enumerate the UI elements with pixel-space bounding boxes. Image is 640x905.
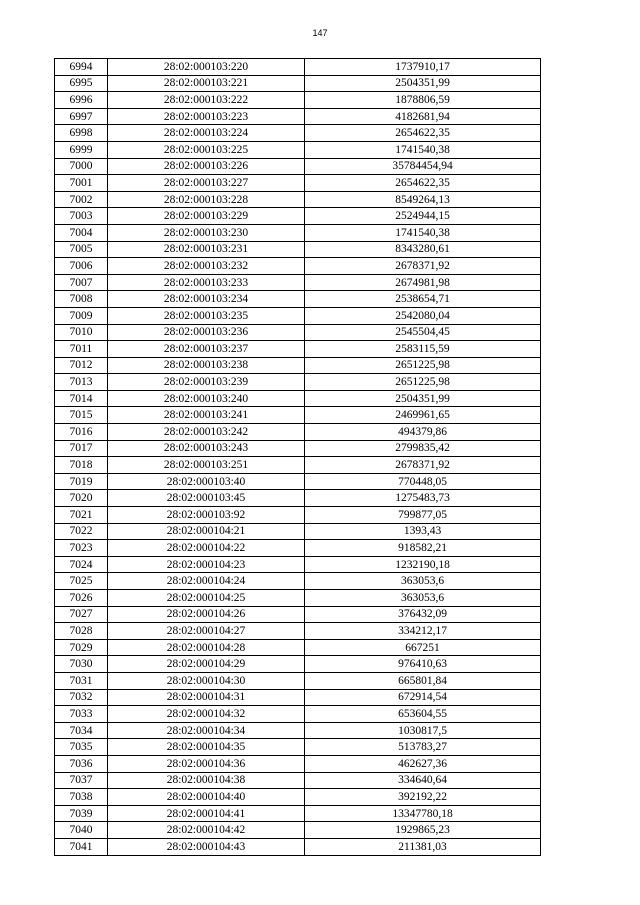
- cadastral-number-cell: 28:02:000104:23: [108, 556, 305, 573]
- cadastral-number-cell: 28:02:000103:239: [108, 374, 305, 391]
- cadastral-number-cell: 28:02:000104:27: [108, 623, 305, 640]
- cadastral-value-cell: 2678371,92: [305, 457, 541, 474]
- table-row: [55, 108, 541, 125]
- cadastral-value-cell: 376432,09: [305, 606, 541, 623]
- cadastral-value-cell: 976410,63: [305, 656, 541, 673]
- table-row: [55, 374, 541, 391]
- cadastral-value-cell: 672914,54: [305, 689, 541, 706]
- cadastral-value-cell: 653604,55: [305, 706, 541, 723]
- table-row: [55, 59, 541, 76]
- cadastral-value-cell: 2799835,42: [305, 440, 541, 457]
- cadastral-value-cell: 462627,36: [305, 755, 541, 772]
- table-row: [55, 573, 541, 590]
- cadastral-value-cell: 334212,17: [305, 623, 541, 640]
- cadastral-number-cell: 28:02:000103:229: [108, 208, 305, 225]
- row-number-cell: 7014: [55, 390, 108, 407]
- cadastral-value-cell: 1275483,73: [305, 490, 541, 507]
- page-number: 147: [312, 28, 328, 38]
- table-row: [55, 838, 541, 855]
- table-row: [55, 224, 541, 241]
- table-body: [55, 59, 541, 856]
- cadastral-number-cell: 28:02:000103:225: [108, 141, 305, 158]
- cadastral-value-cell: 13347780,18: [305, 805, 541, 822]
- cadastral-value-cell: 2504351,99: [305, 390, 541, 407]
- cadastral-value-cell: 2469961,65: [305, 407, 541, 424]
- cadastral-value-cell: 2583115,59: [305, 341, 541, 358]
- cadastral-number-cell: 28:02:000104:30: [108, 672, 305, 689]
- cadastral-number-cell: 28:02:000104:22: [108, 540, 305, 557]
- cadastral-value-cell: 799877,05: [305, 507, 541, 524]
- cadastral-value-cell: 770448,05: [305, 473, 541, 490]
- row-number-cell: 7002: [55, 191, 108, 208]
- table-row: [55, 324, 541, 341]
- table-row: [55, 672, 541, 689]
- table-row: [55, 407, 541, 424]
- row-number-cell: 7003: [55, 208, 108, 225]
- cadastral-value-cell: 2654622,35: [305, 125, 541, 142]
- table-row: [55, 540, 541, 557]
- table-row: [55, 822, 541, 839]
- table-row: [55, 789, 541, 806]
- table-row: [55, 258, 541, 275]
- cadastral-number-cell: 28:02:000103:224: [108, 125, 305, 142]
- table-row: [55, 440, 541, 457]
- cadastral-number-cell: 28:02:000104:24: [108, 573, 305, 590]
- row-number-cell: 7011: [55, 341, 108, 358]
- row-number-cell: 7022: [55, 523, 108, 540]
- cadastral-value-cell: 363053,6: [305, 573, 541, 590]
- row-number-cell: 7040: [55, 822, 108, 839]
- cadastral-number-cell: 28:02:000103:230: [108, 224, 305, 241]
- cadastral-number-cell: 28:02:000104:34: [108, 722, 305, 739]
- table-row: [55, 390, 541, 407]
- cadastral-number-cell: 28:02:000103:235: [108, 307, 305, 324]
- table-row: [55, 341, 541, 358]
- table-row: [55, 722, 541, 739]
- cadastral-value-cell: 392192,22: [305, 789, 541, 806]
- table-row: [55, 158, 541, 175]
- row-number-cell: 7004: [55, 224, 108, 241]
- table-row: [55, 141, 541, 158]
- cadastral-number-cell: 28:02:000103:236: [108, 324, 305, 341]
- cadastral-value-cell: 918582,21: [305, 540, 541, 557]
- cadastral-number-cell: 28:02:000103:234: [108, 291, 305, 308]
- row-number-cell: 7034: [55, 722, 108, 739]
- cadastral-number-cell: 28:02:000103:40: [108, 473, 305, 490]
- table-row: [55, 805, 541, 822]
- row-number-cell: 7038: [55, 789, 108, 806]
- table-row: [55, 772, 541, 789]
- cadastral-value-cell: 8549264,13: [305, 191, 541, 208]
- cadastral-number-cell: 28:02:000103:240: [108, 390, 305, 407]
- table-row: [55, 125, 541, 142]
- table-row: [55, 191, 541, 208]
- cadastral-value-cell: 2654622,35: [305, 175, 541, 192]
- cadastral-number-cell: 28:02:000104:36: [108, 755, 305, 772]
- table-row: [55, 241, 541, 258]
- cadastral-value-cell: 35784454,94: [305, 158, 541, 175]
- cadastral-number-cell: 28:02:000104:31: [108, 689, 305, 706]
- cadastral-number-cell: 28:02:000104:43: [108, 838, 305, 855]
- row-number-cell: 6998: [55, 125, 108, 142]
- row-number-cell: 7008: [55, 291, 108, 308]
- cadastral-value-cell: 1878806,59: [305, 92, 541, 109]
- row-number-cell: 7017: [55, 440, 108, 457]
- row-number-cell: 7028: [55, 623, 108, 640]
- cadastral-value-cell: 667251: [305, 639, 541, 656]
- row-number-cell: 7006: [55, 258, 108, 275]
- table-row: [55, 689, 541, 706]
- row-number-cell: 6997: [55, 108, 108, 125]
- cadastral-value-cell: 1929865,23: [305, 822, 541, 839]
- table-row: [55, 606, 541, 623]
- row-number-cell: 7000: [55, 158, 108, 175]
- row-number-cell: 7036: [55, 755, 108, 772]
- row-number-cell: 7007: [55, 274, 108, 291]
- cadastral-value-cell: 1030817,5: [305, 722, 541, 739]
- table-row: [55, 623, 541, 640]
- row-number-cell: 6995: [55, 75, 108, 92]
- row-number-cell: 6994: [55, 59, 108, 76]
- cadastral-number-cell: 28:02:000103:242: [108, 424, 305, 441]
- cadastral-number-cell: 28:02:000104:42: [108, 822, 305, 839]
- row-number-cell: 7023: [55, 540, 108, 557]
- cadastral-number-cell: 28:02:000104:38: [108, 772, 305, 789]
- cadastral-value-cell: 1737910,17: [305, 59, 541, 76]
- cadastral-number-cell: 28:02:000104:40: [108, 789, 305, 806]
- cadastral-number-cell: 28:02:000103:223: [108, 108, 305, 125]
- cadastral-value-cell: 2678371,92: [305, 258, 541, 275]
- row-number-cell: 7013: [55, 374, 108, 391]
- cadastral-number-cell: 28:02:000103:228: [108, 191, 305, 208]
- cadastral-value-cell: 363053,6: [305, 590, 541, 607]
- table-row: [55, 424, 541, 441]
- row-number-cell: 7012: [55, 357, 108, 374]
- cadastral-number-cell: 28:02:000103:232: [108, 258, 305, 275]
- cadastral-value-cell: 1741540,38: [305, 224, 541, 241]
- row-number-cell: 7041: [55, 838, 108, 855]
- cadastral-value-cell: 1393,43: [305, 523, 541, 540]
- cadastral-number-cell: 28:02:000103:241: [108, 407, 305, 424]
- row-number-cell: 7033: [55, 706, 108, 723]
- cadastral-number-cell: 28:02:000103:221: [108, 75, 305, 92]
- cadastral-number-cell: 28:02:000104:35: [108, 739, 305, 756]
- cadastral-number-cell: 28:02:000103:220: [108, 59, 305, 76]
- cadastral-number-cell: 28:02:000104:26: [108, 606, 305, 623]
- table-row: [55, 357, 541, 374]
- table-row: [55, 739, 541, 756]
- row-number-cell: 7029: [55, 639, 108, 656]
- row-number-cell: 7024: [55, 556, 108, 573]
- row-number-cell: 7032: [55, 689, 108, 706]
- row-number-cell: 7030: [55, 656, 108, 673]
- cadastral-number-cell: 28:02:000103:231: [108, 241, 305, 258]
- row-number-cell: 7018: [55, 457, 108, 474]
- table-row: [55, 92, 541, 109]
- cadastral-value-cell: 2504351,99: [305, 75, 541, 92]
- row-number-cell: 7021: [55, 507, 108, 524]
- table-row: [55, 208, 541, 225]
- cadastral-number-cell: 28:02:000104:32: [108, 706, 305, 723]
- cadastral-number-cell: 28:02:000104:21: [108, 523, 305, 540]
- cadastral-number-cell: 28:02:000104:41: [108, 805, 305, 822]
- cadastral-value-cell: 2651225,98: [305, 374, 541, 391]
- table-row: [55, 457, 541, 474]
- cadastral-number-cell: 28:02:000103:45: [108, 490, 305, 507]
- table-row: [55, 639, 541, 656]
- row-number-cell: 7037: [55, 772, 108, 789]
- table-row: [55, 75, 541, 92]
- cadastral-value-table: [54, 58, 541, 856]
- cadastral-value-cell: 2651225,98: [305, 357, 541, 374]
- row-number-cell: 7031: [55, 672, 108, 689]
- cadastral-value-cell: 2545504,45: [305, 324, 541, 341]
- table-row: [55, 490, 541, 507]
- row-number-cell: 7005: [55, 241, 108, 258]
- row-number-cell: 7010: [55, 324, 108, 341]
- cadastral-value-cell: 2538654,71: [305, 291, 541, 308]
- row-number-cell: 7016: [55, 424, 108, 441]
- cadastral-value-cell: 1741540,38: [305, 141, 541, 158]
- cadastral-number-cell: 28:02:000104:25: [108, 590, 305, 607]
- table-row: [55, 175, 541, 192]
- table-row: [55, 307, 541, 324]
- cadastral-number-cell: 28:02:000104:28: [108, 639, 305, 656]
- table-row: [55, 556, 541, 573]
- cadastral-number-cell: 28:02:000103:227: [108, 175, 305, 192]
- table-row: [55, 274, 541, 291]
- cadastral-value-cell: 494379,86: [305, 424, 541, 441]
- table-row: [55, 590, 541, 607]
- row-number-cell: 7035: [55, 739, 108, 756]
- row-number-cell: 7015: [55, 407, 108, 424]
- cadastral-value-cell: 8343280,61: [305, 241, 541, 258]
- cadastral-value-cell: 334640,64: [305, 772, 541, 789]
- table-row: [55, 507, 541, 524]
- row-number-cell: 7026: [55, 590, 108, 607]
- row-number-cell: 7019: [55, 473, 108, 490]
- cadastral-value-cell: 1232190,18: [305, 556, 541, 573]
- cadastral-value-cell: 2542080,04: [305, 307, 541, 324]
- table-row: [55, 755, 541, 772]
- cadastral-number-cell: 28:02:000104:29: [108, 656, 305, 673]
- cadastral-value-cell: 665801,84: [305, 672, 541, 689]
- cadastral-number-cell: 28:02:000103:222: [108, 92, 305, 109]
- row-number-cell: 6999: [55, 141, 108, 158]
- table-row: [55, 656, 541, 673]
- table-row: [55, 291, 541, 308]
- cadastral-value-cell: 2674981,98: [305, 274, 541, 291]
- table-row: [55, 523, 541, 540]
- cadastral-number-cell: 28:02:000103:92: [108, 507, 305, 524]
- cadastral-number-cell: 28:02:000103:233: [108, 274, 305, 291]
- row-number-cell: 7039: [55, 805, 108, 822]
- cadastral-value-cell: 513783,27: [305, 739, 541, 756]
- row-number-cell: 7020: [55, 490, 108, 507]
- cadastral-number-cell: 28:02:000103:237: [108, 341, 305, 358]
- cadastral-value-cell: 211381,03: [305, 838, 541, 855]
- row-number-cell: 7027: [55, 606, 108, 623]
- row-number-cell: 6996: [55, 92, 108, 109]
- row-number-cell: 7001: [55, 175, 108, 192]
- cadastral-number-cell: 28:02:000103:243: [108, 440, 305, 457]
- row-number-cell: 7025: [55, 573, 108, 590]
- cadastral-number-cell: 28:02:000103:238: [108, 357, 305, 374]
- row-number-cell: 7009: [55, 307, 108, 324]
- table-row: [55, 706, 541, 723]
- cadastral-number-cell: 28:02:000103:251: [108, 457, 305, 474]
- table-row: [55, 473, 541, 490]
- cadastral-value-cell: 2524944,15: [305, 208, 541, 225]
- cadastral-number-cell: 28:02:000103:226: [108, 158, 305, 175]
- cadastral-value-cell: 4182681,94: [305, 108, 541, 125]
